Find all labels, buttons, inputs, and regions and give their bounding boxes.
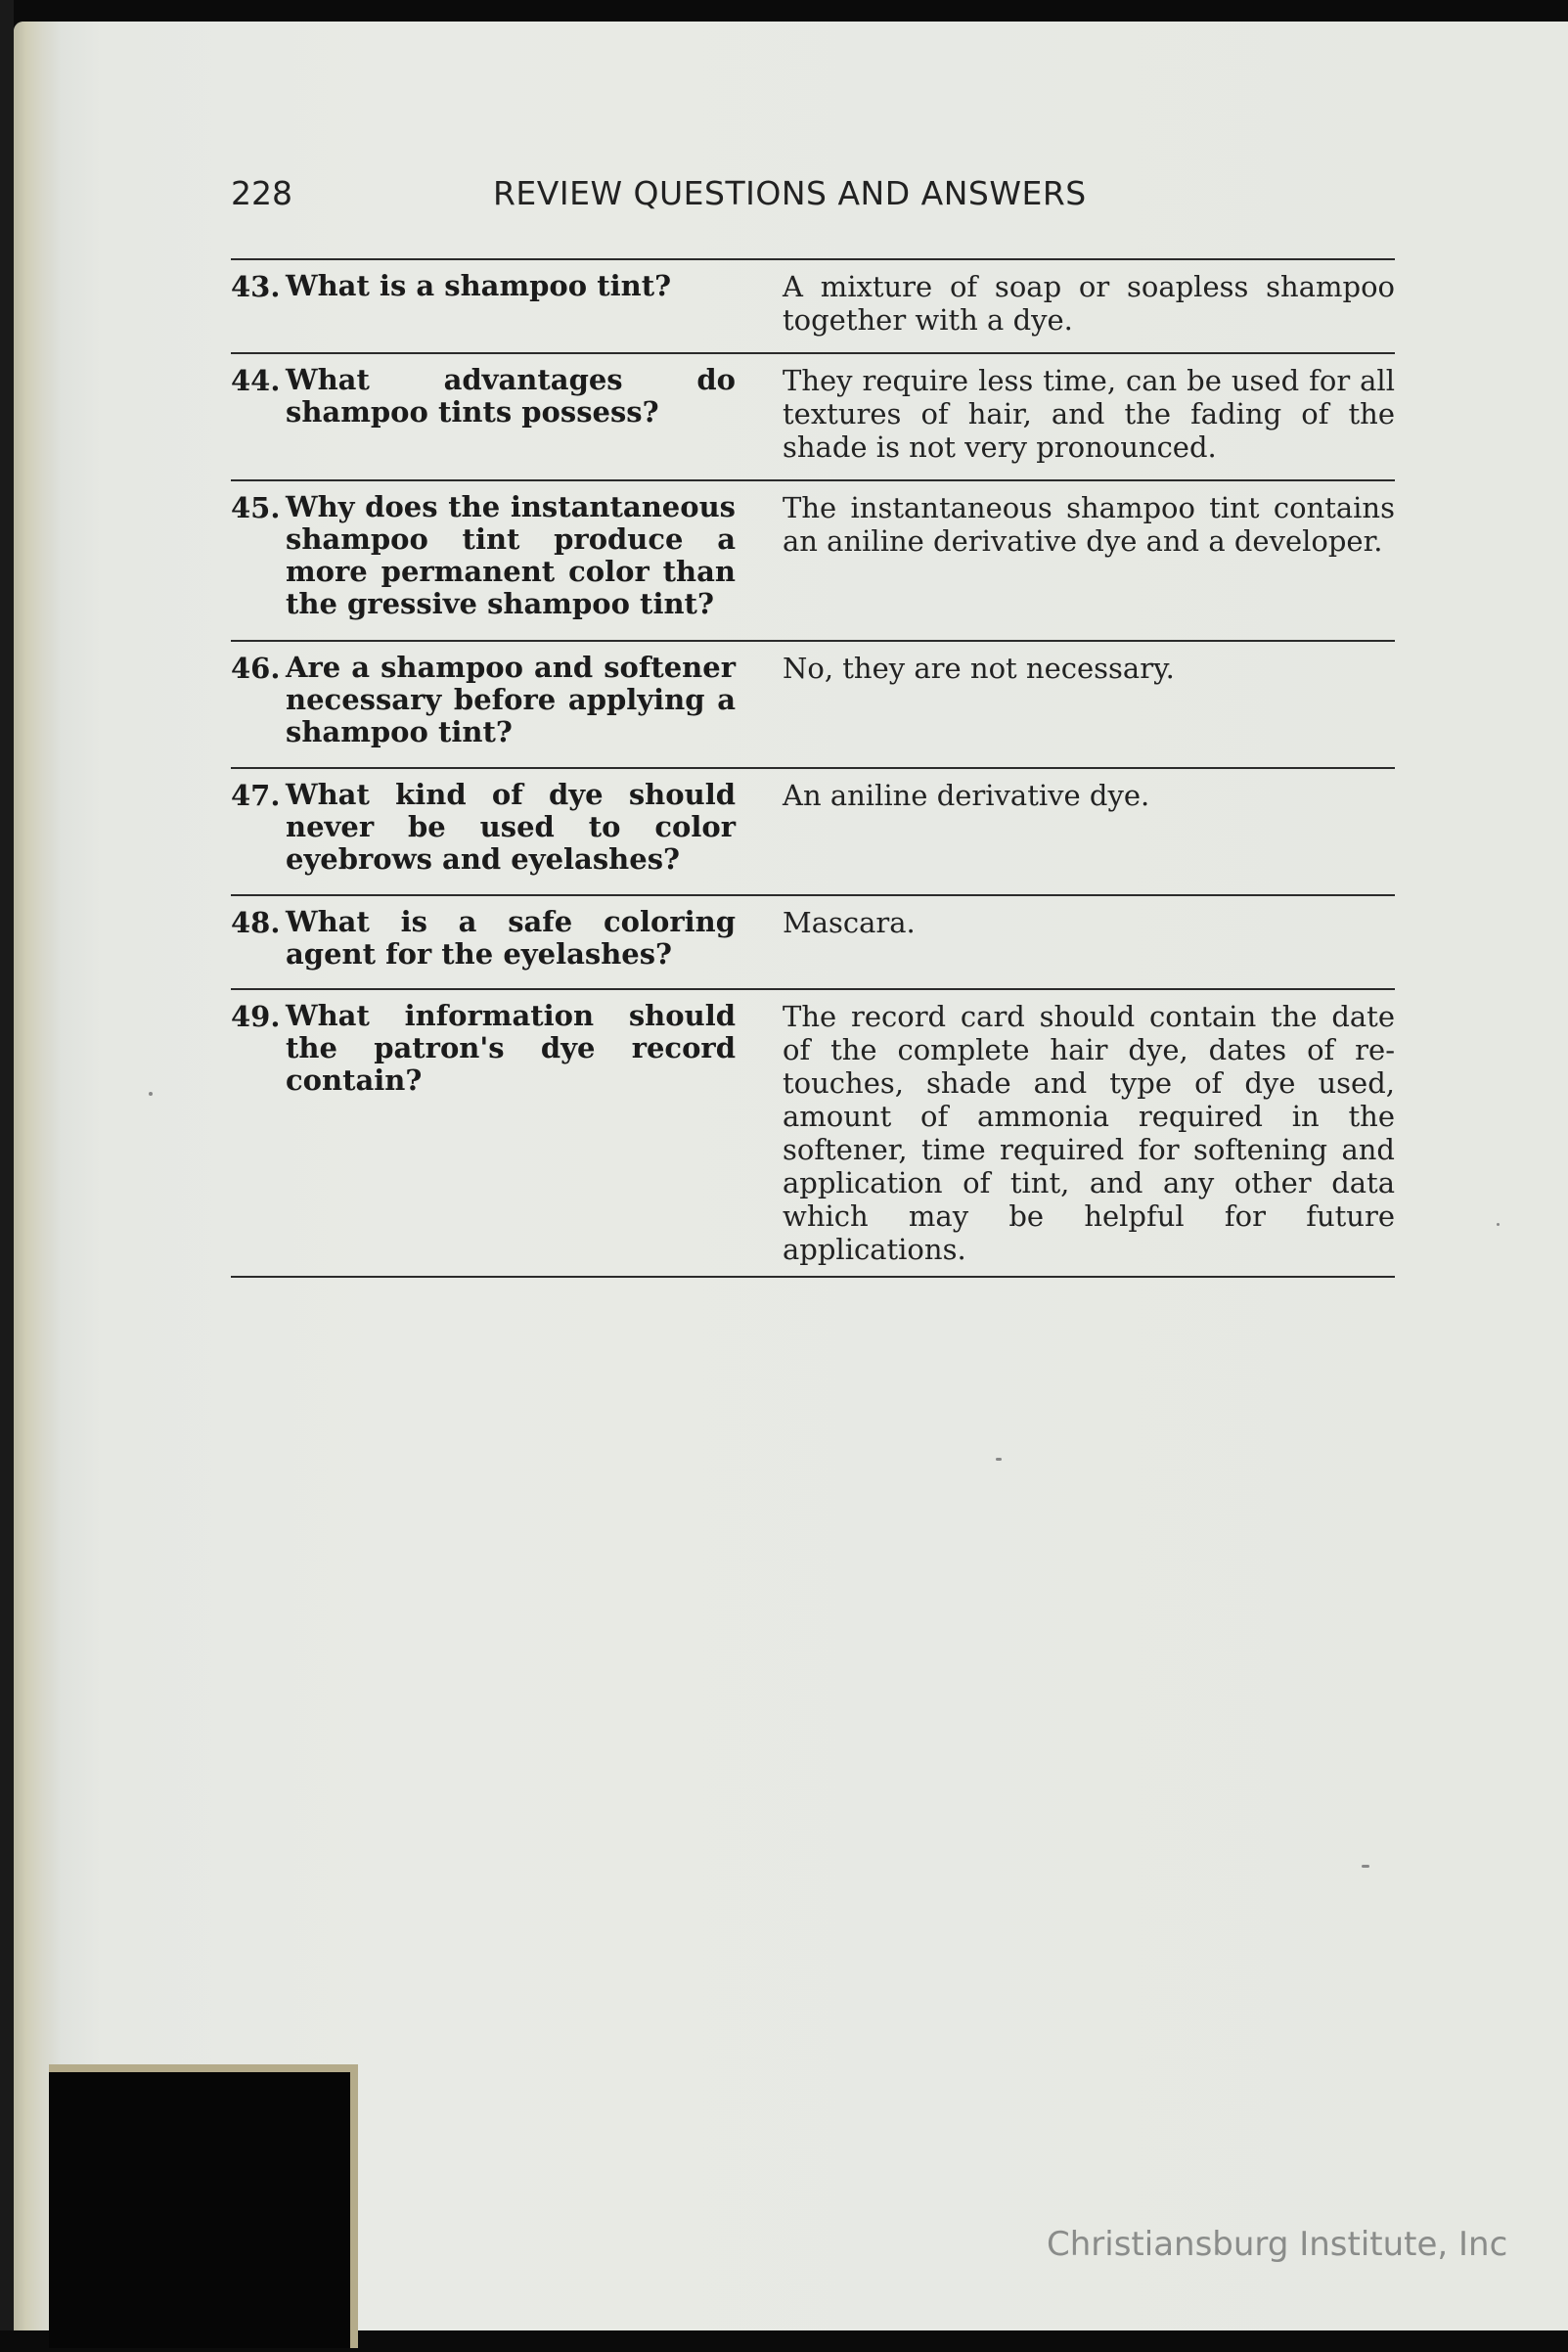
paper-speck [996, 1458, 1002, 1461]
question-text: Why does the instantaneous shampoo tint produce a more permanent color than the gressive shampoo tint? [286, 490, 736, 620]
page-shadow [0, 0, 14, 2352]
question-text: What information should the patron's dye record contain? [286, 999, 736, 1097]
page-header [231, 174, 1395, 223]
paper-speck [149, 1092, 153, 1096]
question-text: Are a shampoo and softener necessary before applying a shampoo tint? [286, 651, 736, 748]
qa-row-49 [231, 988, 1395, 1278]
question-number: 44. [231, 364, 281, 397]
answer-text: Mascara. [783, 906, 916, 939]
answer-text: No, they are not necessary. [783, 652, 1175, 685]
answer-text: They require less time, can be used for all textures of hair, and the fading of the shade is not very pronounced. [783, 364, 1395, 464]
qa-row-48 [231, 894, 1395, 988]
question-number: 47. [231, 779, 281, 812]
question-number: 43. [231, 270, 281, 303]
question-number: 49. [231, 1000, 281, 1033]
answer-text: An aniline derivative dye. [783, 779, 1150, 812]
answer-text: The record card should contain the date of the complete hair dye, dates of re-touches, shade and type of dye used, amount of ammonia required in the softener, time required for softening and application of tint, and any other data which may be helpful for future applications. [783, 1000, 1395, 1266]
qa-row-46 [231, 640, 1395, 767]
question-text: What is a safe coloring agent for the eyelashes? [286, 905, 736, 971]
qa-row-45 [231, 479, 1395, 640]
question-text: What advantages do shampoo tints possess? [286, 363, 736, 429]
watermark: Christiansburg Institute, Inc [1047, 2225, 1508, 2264]
paper-speck [1497, 1223, 1500, 1226]
page-number: 228 [231, 174, 292, 212]
page-cutout [49, 2064, 358, 2348]
running-head: REVIEW QUESTIONS AND ANSWERS [493, 174, 1087, 212]
question-number: 48. [231, 906, 281, 939]
qa-row-44 [231, 352, 1395, 479]
page-edge [14, 22, 61, 2330]
question-text: What kind of dye should never be used to color eyebrows and eyelashes? [286, 778, 736, 876]
paper-speck [1362, 1865, 1369, 1868]
qa-row-43 [231, 258, 1395, 352]
qa-table [231, 258, 1395, 1278]
answer-text: A mixture of soap or soapless shampoo together with a dye. [783, 270, 1395, 337]
qa-row-47 [231, 767, 1395, 894]
question-text: What is a shampoo tint? [286, 269, 672, 302]
question-number: 46. [231, 652, 281, 685]
question-number: 45. [231, 491, 281, 524]
answer-text: The instantaneous shampoo tint contains an aniline derivative dye and a developer. [783, 491, 1395, 558]
